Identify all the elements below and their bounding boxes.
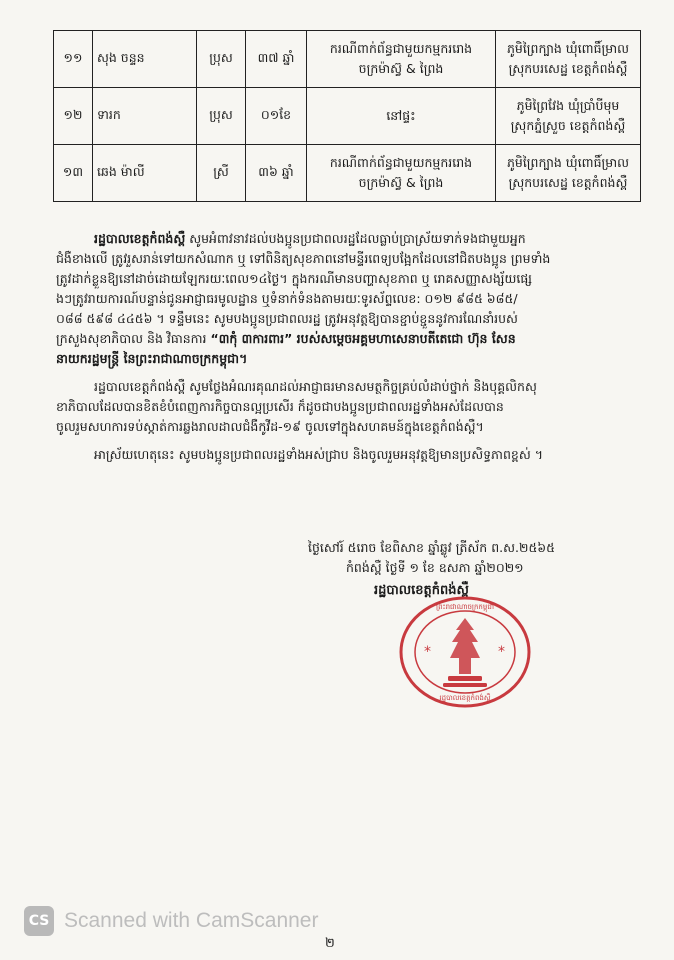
camscanner-text: Scanned with CamScanner bbox=[64, 909, 319, 932]
signer-title: រដ្ឋបាលខេត្តកំពង់ស្ពឺ bbox=[374, 583, 469, 598]
paragraph-line: ០៨៨ ៥៩៨ ៤៤៥៦ ។ ទន្ទឹមនេះ សូមបងប្អូនប្រជាពលរដ្ឋ ត្រូវអនុវត្តឱ្យបានខ្ជាប់ខ្ជួននូវការណែនាំរបស់ bbox=[56, 311, 518, 326]
case-address-line: ស្រុកបរសេដ្ឋ ខេត្តកំពង់ស្ពឺ bbox=[508, 61, 628, 76]
table-row bbox=[54, 88, 641, 145]
case-name: ឆេង ម៉ាលី bbox=[93, 145, 197, 202]
case-place-line: ចក្រម៉ាស៊្វ & ព្រៃង bbox=[358, 175, 444, 190]
official-seal bbox=[396, 592, 534, 710]
paragraph-thanks bbox=[56, 377, 632, 437]
paragraph-line: ត្រូវដាក់ខ្លួនឱ្យនៅដាច់ដោយឡែករយៈពេល១៤ថ្ងៃ។ ក្នុងករណីមានបញ្ហាសុខភាព ឬ រោគសញ្ញាសង្ស័យផ្សេ bbox=[56, 271, 533, 286]
paragraph-line: នាយករដ្ឋមន្ត្រី នៃព្រះរាជាណាចក្រកម្ពុជា។ bbox=[56, 351, 248, 366]
case-place bbox=[307, 145, 496, 202]
case-place-line: ករណីពាក់ព័ន្ធជាមួយកម្មករ​រោង bbox=[329, 41, 473, 56]
paragraph-line: អាស្រ័យហេតុនេះ សូមបងប្អូនប្រជាពលរដ្ឋទាំងអស់ជ្រាប និងចូលរួមអនុវត្តឱ្យមានប្រសិទ្ធភាពខ្ពស់ ។ bbox=[94, 447, 543, 462]
case-address-line: ភូមិព្រៃក្បាង ឃុំពោធិ៍ម្រាល bbox=[506, 155, 630, 170]
case-age: ០១ខែ bbox=[246, 88, 307, 145]
paragraph-text: សូមអំពាវនាវដល់បងប្អូនប្រជាពលរដ្ឋដែលធ្លាប់ប្រាស្រ័យទាក់ទងជាមួយអ្នក bbox=[185, 231, 526, 246]
seal-text-bottom: រដ្ឋបាលខេត្តកំពង់ស្ពឺ bbox=[439, 694, 491, 702]
case-age: ៣៧ ឆ្នាំ bbox=[246, 31, 307, 88]
case-address bbox=[496, 31, 641, 88]
case-place-line: ករណីពាក់ព័ន្ធជាមួយកម្មករ​រោង bbox=[329, 155, 473, 170]
case-address-line: ភូមិព្រៃវែង ឃុំប្រាំបីមុម bbox=[516, 98, 620, 113]
table-row bbox=[54, 145, 641, 202]
seal-star-left: * bbox=[424, 644, 431, 660]
solar-date: កំពង់ស្ពឺ ថ្ងៃទី ១ ខែ ឧសភា ឆ្នាំ២០២១ bbox=[346, 560, 524, 575]
paragraph-line: ងៗត្រូវរាយការណ៍បន្ទាន់ជូនអាជ្ញាធរមូលដ្ឋាន ឬទំនាក់ទំនងតាមរយៈទូរស័ព្ទលេខ: ០១២ ៩៨៥ ៦៨៥/ bbox=[56, 291, 518, 306]
lunar-date: ថ្ងៃសៅរ៍ ៥រោច ខែពិសាខ ឆ្នាំឆ្លូវ ត្រីស័ក ព.ស.២៥៦៥ bbox=[308, 540, 555, 555]
case-place bbox=[307, 31, 496, 88]
case-address bbox=[496, 88, 641, 145]
paragraph-line: ខាភិបាលដែលបានខិតខំបំពេញការកិច្ចបានល្អប្រសើរ ក៏ដូចជាបងប្អូនប្រជាពលរដ្ឋទាំងអស់ដែលបាន bbox=[56, 399, 504, 414]
paragraph-closing bbox=[56, 445, 632, 465]
camscanner-icon: CS bbox=[24, 906, 54, 936]
paragraph-line: ជំងឺខាងលើ ត្រូវរួសរាន់ទៅយកសំណាក ឬ ទៅពិនិត្យសុខភាពនៅមន្ទីរពេទ្យបង្អែកដែលនៅជិតបងប្អូន ព្រមទាំង bbox=[56, 251, 551, 266]
case-number: ១៣ bbox=[54, 145, 93, 202]
issuer-name: រដ្ឋបាលខេត្តកំពង់ស្ពឺ bbox=[94, 231, 186, 246]
case-place-line: នៅផ្ទះ bbox=[386, 108, 416, 123]
case-address bbox=[496, 145, 641, 202]
paragraph-line bbox=[56, 329, 632, 349]
case-place-line: ចក្រម៉ាស៊្វ & ព្រៃង bbox=[358, 61, 444, 76]
page-number: ២ bbox=[325, 936, 335, 951]
seal-star-right: * bbox=[498, 644, 505, 660]
case-address-line: ភូមិព្រៃក្បាង ឃុំពោធិ៍ម្រាល bbox=[506, 41, 630, 56]
paragraph-line: រដ្ឋបាលខេត្តកំពង់ស្ពឺ សូមថ្លែងអំណរគុណដល់អាជ្ញាធរមានសមត្ថកិច្ចគ្រប់លំដាប់ថ្នាក់ និងបុគ្គលិកសុ bbox=[94, 379, 537, 394]
table-row bbox=[54, 31, 641, 88]
seal-emblem bbox=[443, 618, 487, 687]
case-name: សុង ចន្ទន bbox=[93, 31, 197, 88]
paragraph-text: ក្រសួងសុខាភិបាល និង វិធានការ bbox=[56, 331, 211, 346]
case-number: ១១ bbox=[54, 31, 93, 88]
measure-name: “៣កុំ ៣ការពារ” របស់សម្តេចអគ្គមហាសេនាបតីតេជោ ហ៊ុន សែន bbox=[210, 331, 516, 346]
case-sex: ស្រី bbox=[197, 145, 246, 202]
announcement-body bbox=[56, 229, 632, 473]
case-sex: ប្រុស bbox=[197, 88, 246, 145]
camscanner-watermark bbox=[24, 906, 318, 936]
case-number: ១២ bbox=[54, 88, 93, 145]
case-sex: ប្រុស bbox=[197, 31, 246, 88]
paragraph-advice bbox=[56, 229, 632, 369]
case-place bbox=[307, 88, 496, 145]
case-address-line: ស្រុកបរសេដ្ឋ ខេត្តកំពង់ស្ពឺ bbox=[508, 175, 628, 190]
date-block bbox=[308, 538, 628, 578]
case-table bbox=[53, 30, 641, 202]
case-address-line: ស្រុកភ្នំស្រួច ខេត្តកំពង់ស្ពឺ bbox=[510, 118, 626, 133]
paragraph-line: ចូលរួមសហការទប់ស្កាត់ការឆ្លងរាលដាលជំងឺកូវីដ-១៩ ចូលទៅក្នុងសហគមន៍ក្នុងខេត្តកំពង់ស្ពឺ។ bbox=[56, 419, 484, 434]
case-age: ៣៦ ឆ្នាំ bbox=[246, 145, 307, 202]
seal-text-top: ព្រះរាជាណាចក្រកម្ពុជា bbox=[435, 603, 495, 611]
paragraph-line bbox=[56, 229, 632, 249]
case-name: ទារក bbox=[93, 88, 197, 145]
